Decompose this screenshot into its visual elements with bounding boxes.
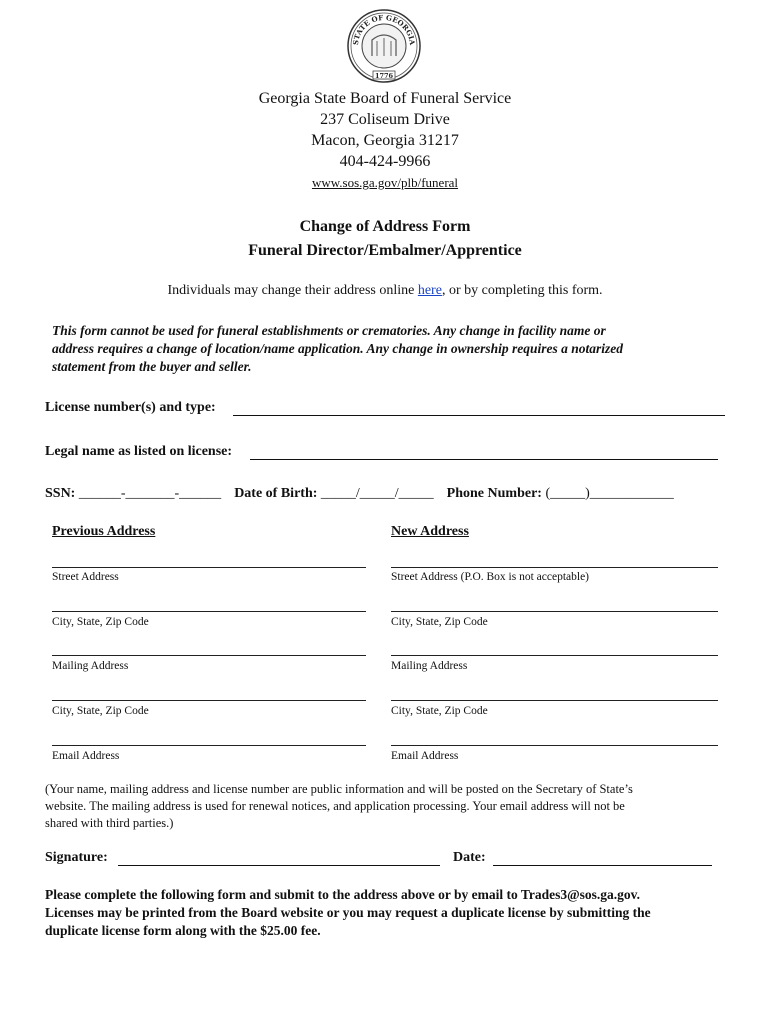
notice-block xyxy=(52,322,752,376)
license-row xyxy=(45,400,216,416)
previous-city-label: City, State, Zip Code xyxy=(52,616,149,628)
previous-street-label: Street Address xyxy=(52,571,119,583)
online-change-link[interactable]: here xyxy=(417,283,442,298)
previous-street-input[interactable] xyxy=(52,567,366,568)
previous-mailing-city-input[interactable] xyxy=(52,700,366,701)
new-mailing-label: Mailing Address xyxy=(391,660,468,672)
new-mailing-city-input[interactable] xyxy=(391,700,718,701)
new-street-label: Street Address (P.O. Box is not acceptable) xyxy=(391,571,590,583)
previous-mailing-city-label: City, State, Zip Code xyxy=(52,705,149,717)
new-city-input[interactable] xyxy=(391,611,718,612)
disclaimer-line: shared with third parties.) xyxy=(45,816,174,830)
closing-line: Please complete the following form and submit to the address above or by email to Trades3@sos.ga.gov. xyxy=(45,887,641,902)
dob-label: Date of Birth: xyxy=(234,486,318,501)
previous-email-input[interactable] xyxy=(52,745,366,746)
previous-email-label: Email Address xyxy=(52,750,120,762)
date-label: Date: xyxy=(453,850,486,865)
intro-text xyxy=(0,283,770,299)
signature-label: Signature: xyxy=(45,850,108,865)
legal-name-input[interactable] xyxy=(250,445,718,460)
legal-name-label: Legal name as listed on license: xyxy=(45,444,233,459)
previous-mailing-input[interactable] xyxy=(52,655,366,656)
previous-address-heading: Previous Address xyxy=(52,524,156,539)
closing-line: Licenses may be printed from the Board website or you may request a duplicate license by submitting the xyxy=(45,905,651,920)
new-street-input[interactable] xyxy=(391,567,718,568)
closing-line: duplicate license form along with the $25.00 fee. xyxy=(45,923,321,938)
org-city: Macon, Georgia 31217 xyxy=(311,132,459,149)
form-subtitle: Funeral Director/Embalmer/Apprentice xyxy=(248,242,522,259)
org-name: Georgia State Board of Funeral Service xyxy=(258,90,512,107)
previous-mailing-label: Mailing Address xyxy=(52,660,129,672)
new-mailing-city-label: City, State, Zip Code xyxy=(391,705,488,717)
notice-line: This form cannot be used for funeral establishments or crematories. Any change in facility name or xyxy=(52,323,606,338)
ssn-dob-phone-row xyxy=(45,486,674,502)
intro-after: , or by completing this form. xyxy=(441,283,603,298)
org-website-link[interactable]: www.sos.ga.gov/plb/funeral xyxy=(311,175,459,190)
org-street: 237 Coliseum Drive xyxy=(320,111,450,128)
new-email-input[interactable] xyxy=(391,745,718,746)
notice-line: address requires a change of location/name application. Any change in ownership requires a notarized xyxy=(52,341,624,356)
phone-input[interactable]: (_____)____________ xyxy=(545,486,674,501)
ssn-label: SSN: xyxy=(45,486,76,501)
license-label: License number(s) and type: xyxy=(45,400,216,415)
new-email-label: Email Address xyxy=(391,750,459,762)
new-mailing-input[interactable] xyxy=(391,655,718,656)
dob-input[interactable]: _____/_____/_____ xyxy=(320,486,434,501)
new-city-label: City, State, Zip Code xyxy=(391,616,488,628)
submission-instructions xyxy=(45,886,745,940)
legal-name-row xyxy=(45,444,232,460)
seal-year: 1776 xyxy=(374,72,394,80)
notice-line: statement from the buyer and seller. xyxy=(52,359,252,374)
privacy-disclaimer xyxy=(45,781,745,832)
previous-city-input[interactable] xyxy=(52,611,366,612)
org-phone: 404-424-9966 xyxy=(339,153,431,170)
georgia-state-seal xyxy=(346,8,422,84)
license-input[interactable] xyxy=(233,401,725,416)
new-address-heading: New Address xyxy=(391,524,469,539)
date-input[interactable] xyxy=(493,851,712,866)
seal-ring-text: STATE OF GEORGIA xyxy=(350,12,418,46)
disclaimer-line: website. The mailing address is used for renewal notices, and application processing. Your email address will not be xyxy=(45,799,625,813)
signature-input[interactable] xyxy=(118,851,440,866)
ssn-input[interactable]: ______-_______-______ xyxy=(78,486,222,501)
form-title: Change of Address Form xyxy=(299,218,471,235)
phone-label: Phone Number: xyxy=(446,486,542,501)
intro-before: Individuals may change their address online xyxy=(167,283,418,298)
disclaimer-line: (Your name, mailing address and license number are public information and will be posted on the Secretary of State’s xyxy=(45,782,633,796)
